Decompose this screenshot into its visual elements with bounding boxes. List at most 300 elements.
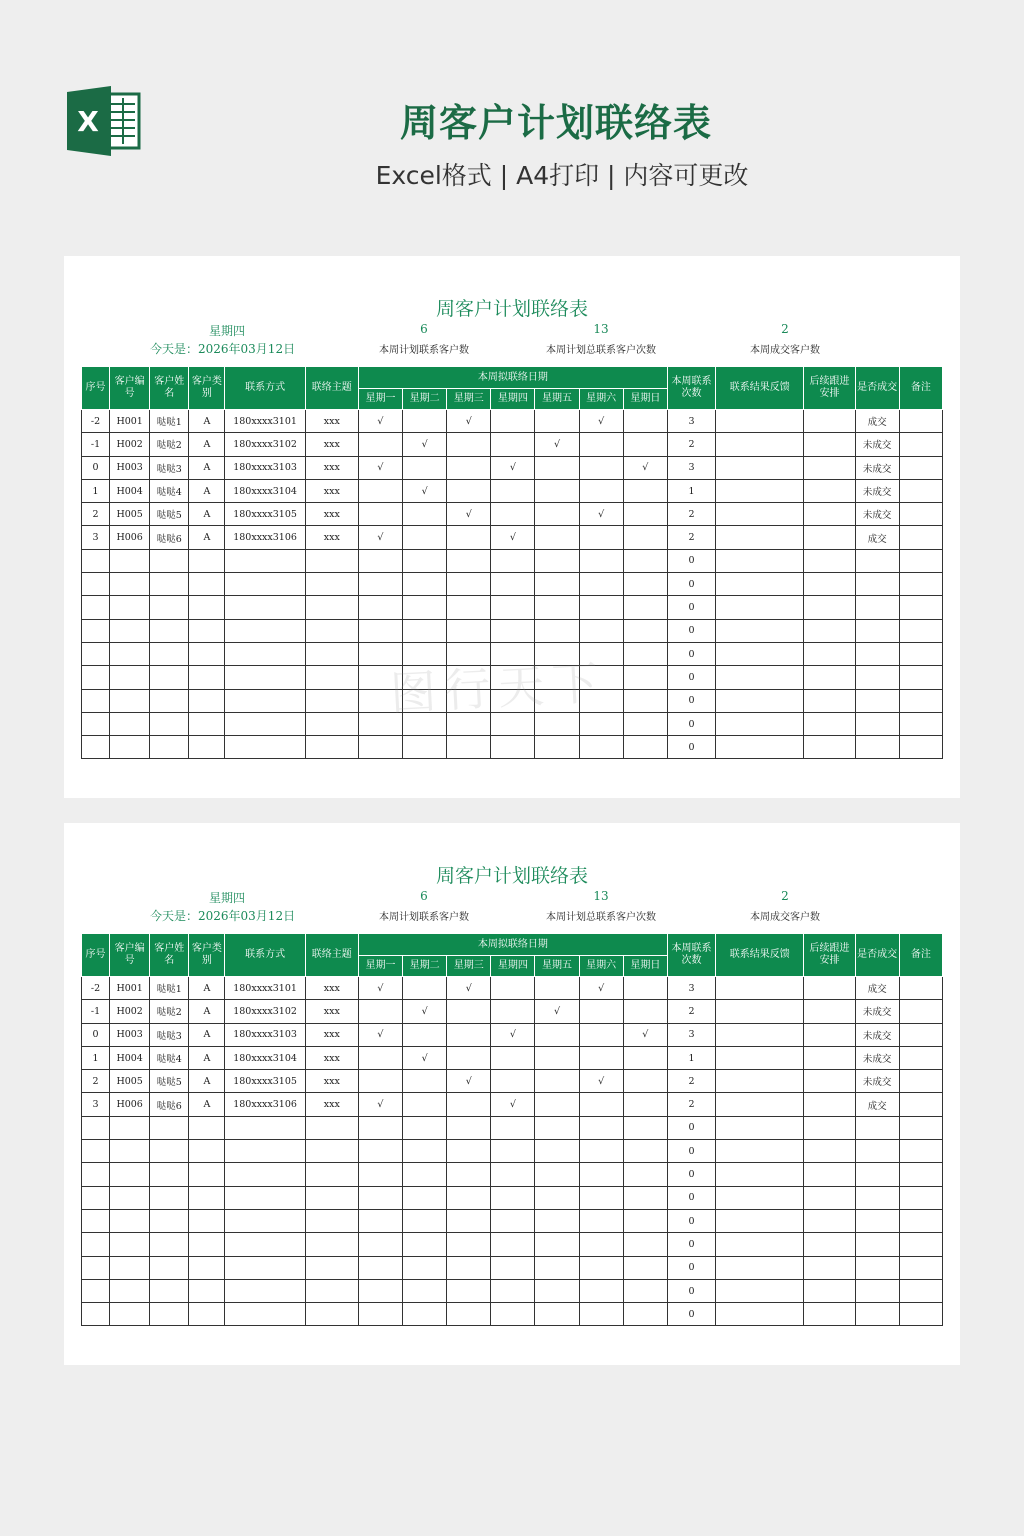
name-cell[interactable] (150, 619, 189, 642)
follow-cell[interactable] (804, 1046, 855, 1069)
count-cell[interactable]: 0 (667, 712, 715, 735)
note-cell[interactable] (899, 712, 942, 735)
result-cell[interactable] (716, 456, 804, 479)
name-cell[interactable] (150, 1303, 189, 1326)
day-check-cell[interactable] (535, 1093, 579, 1116)
contact-cell[interactable] (225, 1186, 305, 1209)
day-check-cell[interactable] (535, 596, 579, 619)
result-cell[interactable] (716, 712, 804, 735)
note-cell[interactable] (899, 1186, 942, 1209)
seq-cell[interactable]: -2 (82, 410, 110, 433)
day-check-cell[interactable] (491, 1070, 535, 1093)
deal-cell[interactable] (855, 1303, 899, 1326)
result-cell[interactable] (716, 1023, 804, 1046)
count-cell[interactable]: 3 (667, 977, 715, 1000)
type-cell[interactable] (189, 1233, 225, 1256)
day-check-cell[interactable] (403, 1256, 447, 1279)
type-cell[interactable]: A (189, 1093, 225, 1116)
topic-cell[interactable] (305, 619, 358, 642)
result-cell[interactable] (716, 1140, 804, 1163)
day-check-cell[interactable] (623, 1186, 667, 1209)
topic-cell[interactable]: xxx (305, 977, 358, 1000)
contact-cell[interactable]: 180xxxx3101 (225, 410, 305, 433)
day-check-cell[interactable] (358, 596, 402, 619)
type-cell[interactable] (189, 666, 225, 689)
follow-cell[interactable] (804, 977, 855, 1000)
day-check-cell[interactable] (447, 1279, 491, 1302)
day-check-cell[interactable] (535, 619, 579, 642)
day-check-cell[interactable]: √ (491, 456, 535, 479)
count-cell[interactable]: 0 (667, 1140, 715, 1163)
contact-cell[interactable] (225, 666, 305, 689)
day-check-cell[interactable] (447, 1233, 491, 1256)
day-check-cell[interactable] (403, 573, 447, 596)
note-cell[interactable] (899, 596, 942, 619)
name-cell[interactable]: 哒哒4 (150, 479, 189, 502)
day-check-cell[interactable] (447, 1209, 491, 1232)
day-check-cell[interactable] (358, 1209, 402, 1232)
day-check-cell[interactable] (447, 736, 491, 759)
day-check-cell[interactable] (447, 619, 491, 642)
topic-cell[interactable]: xxx (305, 1046, 358, 1069)
day-check-cell[interactable] (358, 1303, 402, 1326)
result-cell[interactable] (716, 689, 804, 712)
seq-cell[interactable] (82, 1279, 110, 1302)
note-cell[interactable] (899, 1046, 942, 1069)
day-check-cell[interactable] (491, 503, 535, 526)
deal-cell[interactable] (855, 1279, 899, 1302)
type-cell[interactable]: A (189, 1046, 225, 1069)
topic-cell[interactable] (305, 1233, 358, 1256)
topic-cell[interactable]: xxx (305, 433, 358, 456)
day-check-cell[interactable] (623, 712, 667, 735)
seq-cell[interactable] (82, 549, 110, 572)
contact-cell[interactable]: 180xxxx3102 (225, 433, 305, 456)
follow-cell[interactable] (804, 456, 855, 479)
day-check-cell[interactable] (358, 1116, 402, 1139)
note-cell[interactable] (899, 1163, 942, 1186)
day-check-cell[interactable] (403, 736, 447, 759)
day-check-cell[interactable]: √ (403, 1000, 447, 1023)
day-check-cell[interactable] (623, 1256, 667, 1279)
result-cell[interactable] (716, 1233, 804, 1256)
day-check-cell[interactable]: √ (358, 977, 402, 1000)
day-check-cell[interactable] (358, 1186, 402, 1209)
note-cell[interactable] (899, 526, 942, 549)
seq-cell[interactable] (82, 689, 110, 712)
count-cell[interactable]: 0 (667, 549, 715, 572)
note-cell[interactable] (899, 503, 942, 526)
topic-cell[interactable] (305, 596, 358, 619)
day-check-cell[interactable] (535, 410, 579, 433)
topic-cell[interactable]: xxx (305, 526, 358, 549)
day-check-cell[interactable] (491, 1279, 535, 1302)
type-cell[interactable]: A (189, 410, 225, 433)
follow-cell[interactable] (804, 619, 855, 642)
name-cell[interactable]: 哒哒1 (150, 977, 189, 1000)
name-cell[interactable] (150, 1163, 189, 1186)
follow-cell[interactable] (804, 1209, 855, 1232)
day-check-cell[interactable] (491, 1186, 535, 1209)
code-cell[interactable]: H005 (110, 1070, 150, 1093)
day-check-cell[interactable] (447, 456, 491, 479)
result-cell[interactable] (716, 433, 804, 456)
day-check-cell[interactable] (403, 1116, 447, 1139)
follow-cell[interactable] (804, 1186, 855, 1209)
topic-cell[interactable] (305, 1279, 358, 1302)
result-cell[interactable] (716, 1186, 804, 1209)
name-cell[interactable] (150, 1233, 189, 1256)
seq-cell[interactable]: 2 (82, 503, 110, 526)
day-check-cell[interactable] (358, 1233, 402, 1256)
day-check-cell[interactable] (579, 596, 623, 619)
result-cell[interactable] (716, 596, 804, 619)
day-check-cell[interactable] (447, 1140, 491, 1163)
follow-cell[interactable] (804, 573, 855, 596)
day-check-cell[interactable]: √ (491, 1093, 535, 1116)
result-cell[interactable] (716, 619, 804, 642)
name-cell[interactable] (150, 1256, 189, 1279)
day-check-cell[interactable] (447, 1303, 491, 1326)
result-cell[interactable] (716, 1163, 804, 1186)
name-cell[interactable]: 哒哒6 (150, 526, 189, 549)
deal-cell[interactable]: 未成交 (855, 1000, 899, 1023)
day-check-cell[interactable] (447, 573, 491, 596)
contact-cell[interactable]: 180xxxx3101 (225, 977, 305, 1000)
code-cell[interactable]: H001 (110, 977, 150, 1000)
day-check-cell[interactable]: √ (447, 977, 491, 1000)
count-cell[interactable]: 0 (667, 619, 715, 642)
count-cell[interactable]: 2 (667, 503, 715, 526)
day-check-cell[interactable] (535, 712, 579, 735)
day-check-cell[interactable]: √ (358, 1023, 402, 1046)
day-check-cell[interactable] (623, 1070, 667, 1093)
name-cell[interactable]: 哒哒4 (150, 1046, 189, 1069)
topic-cell[interactable] (305, 1186, 358, 1209)
result-cell[interactable] (716, 1209, 804, 1232)
note-cell[interactable] (899, 642, 942, 665)
name-cell[interactable] (150, 712, 189, 735)
day-check-cell[interactable] (491, 1303, 535, 1326)
deal-cell[interactable] (855, 1140, 899, 1163)
count-cell[interactable]: 2 (667, 1070, 715, 1093)
day-check-cell[interactable] (358, 1046, 402, 1069)
name-cell[interactable]: 哒哒6 (150, 1093, 189, 1116)
day-check-cell[interactable] (403, 1209, 447, 1232)
name-cell[interactable]: 哒哒3 (150, 456, 189, 479)
day-check-cell[interactable]: √ (447, 503, 491, 526)
day-check-cell[interactable] (358, 736, 402, 759)
day-check-cell[interactable] (491, 1163, 535, 1186)
type-cell[interactable] (189, 1209, 225, 1232)
day-check-cell[interactable] (491, 479, 535, 502)
note-cell[interactable] (899, 1303, 942, 1326)
count-cell[interactable]: 3 (667, 456, 715, 479)
day-check-cell[interactable] (623, 1209, 667, 1232)
day-check-cell[interactable] (535, 549, 579, 572)
deal-cell[interactable]: 未成交 (855, 456, 899, 479)
code-cell[interactable] (110, 1233, 150, 1256)
code-cell[interactable]: H005 (110, 503, 150, 526)
code-cell[interactable] (110, 1116, 150, 1139)
day-check-cell[interactable] (358, 479, 402, 502)
day-check-cell[interactable] (535, 1256, 579, 1279)
follow-cell[interactable] (804, 1303, 855, 1326)
seq-cell[interactable] (82, 619, 110, 642)
day-check-cell[interactable]: √ (358, 456, 402, 479)
type-cell[interactable]: A (189, 1070, 225, 1093)
result-cell[interactable] (716, 549, 804, 572)
type-cell[interactable]: A (189, 977, 225, 1000)
contact-cell[interactable] (225, 549, 305, 572)
note-cell[interactable] (899, 619, 942, 642)
contact-cell[interactable]: 180xxxx3104 (225, 1046, 305, 1069)
code-cell[interactable] (110, 1186, 150, 1209)
name-cell[interactable] (150, 1186, 189, 1209)
code-cell[interactable] (110, 619, 150, 642)
result-cell[interactable] (716, 1000, 804, 1023)
count-cell[interactable]: 0 (667, 573, 715, 596)
type-cell[interactable] (189, 1186, 225, 1209)
type-cell[interactable] (189, 1303, 225, 1326)
day-check-cell[interactable] (403, 526, 447, 549)
day-check-cell[interactable]: √ (358, 410, 402, 433)
day-check-cell[interactable] (623, 1140, 667, 1163)
contact-cell[interactable] (225, 619, 305, 642)
note-cell[interactable] (899, 1140, 942, 1163)
seq-cell[interactable] (82, 736, 110, 759)
result-cell[interactable] (716, 1070, 804, 1093)
day-check-cell[interactable]: √ (358, 1093, 402, 1116)
day-check-cell[interactable]: √ (579, 503, 623, 526)
name-cell[interactable] (150, 1279, 189, 1302)
day-check-cell[interactable] (491, 596, 535, 619)
name-cell[interactable]: 哒哒3 (150, 1023, 189, 1046)
follow-cell[interactable] (804, 712, 855, 735)
type-cell[interactable] (189, 1163, 225, 1186)
follow-cell[interactable] (804, 689, 855, 712)
day-check-cell[interactable] (447, 433, 491, 456)
result-cell[interactable] (716, 1093, 804, 1116)
result-cell[interactable] (716, 666, 804, 689)
day-check-cell[interactable] (579, 549, 623, 572)
day-check-cell[interactable] (447, 1186, 491, 1209)
day-check-cell[interactable] (491, 1140, 535, 1163)
name-cell[interactable] (150, 596, 189, 619)
day-check-cell[interactable] (535, 1140, 579, 1163)
result-cell[interactable] (716, 526, 804, 549)
deal-cell[interactable]: 未成交 (855, 479, 899, 502)
count-cell[interactable]: 0 (667, 596, 715, 619)
count-cell[interactable]: 3 (667, 410, 715, 433)
type-cell[interactable] (189, 1140, 225, 1163)
code-cell[interactable] (110, 1303, 150, 1326)
seq-cell[interactable] (82, 1163, 110, 1186)
contact-cell[interactable]: 180xxxx3106 (225, 526, 305, 549)
day-check-cell[interactable] (447, 1116, 491, 1139)
day-check-cell[interactable] (623, 573, 667, 596)
day-check-cell[interactable] (491, 977, 535, 1000)
day-check-cell[interactable]: √ (403, 479, 447, 502)
contact-cell[interactable] (225, 642, 305, 665)
note-cell[interactable] (899, 1070, 942, 1093)
topic-cell[interactable]: xxx (305, 410, 358, 433)
deal-cell[interactable] (855, 642, 899, 665)
seq-cell[interactable]: 2 (82, 1070, 110, 1093)
day-check-cell[interactable] (623, 1093, 667, 1116)
code-cell[interactable]: H004 (110, 479, 150, 502)
contact-cell[interactable]: 180xxxx3105 (225, 503, 305, 526)
result-cell[interactable] (716, 977, 804, 1000)
count-cell[interactable]: 2 (667, 433, 715, 456)
deal-cell[interactable] (855, 1256, 899, 1279)
topic-cell[interactable]: xxx (305, 1023, 358, 1046)
day-check-cell[interactable] (623, 433, 667, 456)
day-check-cell[interactable] (535, 1116, 579, 1139)
day-check-cell[interactable] (358, 1000, 402, 1023)
day-check-cell[interactable] (623, 666, 667, 689)
topic-cell[interactable]: xxx (305, 456, 358, 479)
day-check-cell[interactable] (535, 1070, 579, 1093)
name-cell[interactable] (150, 573, 189, 596)
name-cell[interactable] (150, 549, 189, 572)
name-cell[interactable]: 哒哒2 (150, 1000, 189, 1023)
day-check-cell[interactable] (535, 1233, 579, 1256)
follow-cell[interactable] (804, 1023, 855, 1046)
result-cell[interactable] (716, 1116, 804, 1139)
result-cell[interactable] (716, 1303, 804, 1326)
name-cell[interactable]: 哒哒1 (150, 410, 189, 433)
result-cell[interactable] (716, 1046, 804, 1069)
note-cell[interactable] (899, 736, 942, 759)
day-check-cell[interactable] (447, 1046, 491, 1069)
day-check-cell[interactable] (579, 1209, 623, 1232)
day-check-cell[interactable] (403, 503, 447, 526)
name-cell[interactable] (150, 1116, 189, 1139)
note-cell[interactable] (899, 433, 942, 456)
day-check-cell[interactable] (623, 977, 667, 1000)
day-check-cell[interactable] (447, 1093, 491, 1116)
day-check-cell[interactable] (358, 619, 402, 642)
count-cell[interactable]: 0 (667, 1116, 715, 1139)
contact-cell[interactable] (225, 689, 305, 712)
topic-cell[interactable]: xxx (305, 1000, 358, 1023)
day-check-cell[interactable] (447, 526, 491, 549)
day-check-cell[interactable] (623, 619, 667, 642)
day-check-cell[interactable] (491, 1233, 535, 1256)
day-check-cell[interactable] (579, 456, 623, 479)
contact-cell[interactable] (225, 712, 305, 735)
follow-cell[interactable] (804, 479, 855, 502)
day-check-cell[interactable] (535, 977, 579, 1000)
seq-cell[interactable]: 1 (82, 479, 110, 502)
count-cell[interactable]: 1 (667, 1046, 715, 1069)
day-check-cell[interactable] (579, 1000, 623, 1023)
seq-cell[interactable] (82, 1186, 110, 1209)
count-cell[interactable]: 0 (667, 666, 715, 689)
day-check-cell[interactable] (403, 1023, 447, 1046)
seq-cell[interactable] (82, 666, 110, 689)
note-cell[interactable] (899, 1093, 942, 1116)
count-cell[interactable]: 0 (667, 1256, 715, 1279)
seq-cell[interactable]: 0 (82, 1023, 110, 1046)
day-check-cell[interactable] (403, 1140, 447, 1163)
day-check-cell[interactable] (623, 1163, 667, 1186)
day-check-cell[interactable] (623, 596, 667, 619)
follow-cell[interactable] (804, 433, 855, 456)
type-cell[interactable]: A (189, 433, 225, 456)
topic-cell[interactable] (305, 1163, 358, 1186)
day-check-cell[interactable] (491, 433, 535, 456)
topic-cell[interactable] (305, 666, 358, 689)
note-cell[interactable] (899, 549, 942, 572)
day-check-cell[interactable] (579, 712, 623, 735)
result-cell[interactable] (716, 410, 804, 433)
day-check-cell[interactable] (623, 1303, 667, 1326)
code-cell[interactable] (110, 666, 150, 689)
day-check-cell[interactable] (403, 1093, 447, 1116)
seq-cell[interactable]: 3 (82, 526, 110, 549)
deal-cell[interactable] (855, 736, 899, 759)
result-cell[interactable] (716, 1279, 804, 1302)
day-check-cell[interactable]: √ (358, 526, 402, 549)
deal-cell[interactable] (855, 619, 899, 642)
code-cell[interactable]: H003 (110, 456, 150, 479)
deal-cell[interactable] (855, 1233, 899, 1256)
result-cell[interactable] (716, 503, 804, 526)
follow-cell[interactable] (804, 1116, 855, 1139)
seq-cell[interactable] (82, 1209, 110, 1232)
type-cell[interactable] (189, 619, 225, 642)
code-cell[interactable]: H001 (110, 410, 150, 433)
follow-cell[interactable] (804, 642, 855, 665)
day-check-cell[interactable]: √ (403, 433, 447, 456)
topic-cell[interactable]: xxx (305, 479, 358, 502)
topic-cell[interactable] (305, 642, 358, 665)
note-cell[interactable] (899, 1116, 942, 1139)
deal-cell[interactable] (855, 712, 899, 735)
day-check-cell[interactable] (535, 1186, 579, 1209)
day-check-cell[interactable] (623, 526, 667, 549)
note-cell[interactable] (899, 1023, 942, 1046)
day-check-cell[interactable] (358, 1163, 402, 1186)
code-cell[interactable] (110, 1256, 150, 1279)
code-cell[interactable]: H002 (110, 1000, 150, 1023)
note-cell[interactable] (899, 1279, 942, 1302)
day-check-cell[interactable] (623, 410, 667, 433)
name-cell[interactable]: 哒哒2 (150, 433, 189, 456)
deal-cell[interactable] (855, 549, 899, 572)
code-cell[interactable] (110, 1279, 150, 1302)
day-check-cell[interactable] (403, 456, 447, 479)
day-check-cell[interactable] (579, 1093, 623, 1116)
code-cell[interactable]: H002 (110, 433, 150, 456)
type-cell[interactable]: A (189, 479, 225, 502)
note-cell[interactable] (899, 1233, 942, 1256)
code-cell[interactable] (110, 689, 150, 712)
count-cell[interactable]: 0 (667, 642, 715, 665)
day-check-cell[interactable] (623, 689, 667, 712)
topic-cell[interactable] (305, 1116, 358, 1139)
code-cell[interactable] (110, 642, 150, 665)
contact-cell[interactable]: 180xxxx3102 (225, 1000, 305, 1023)
note-cell[interactable] (899, 1256, 942, 1279)
type-cell[interactable]: A (189, 1023, 225, 1046)
day-check-cell[interactable] (491, 549, 535, 572)
count-cell[interactable]: 0 (667, 1279, 715, 1302)
day-check-cell[interactable] (358, 1256, 402, 1279)
type-cell[interactable] (189, 712, 225, 735)
